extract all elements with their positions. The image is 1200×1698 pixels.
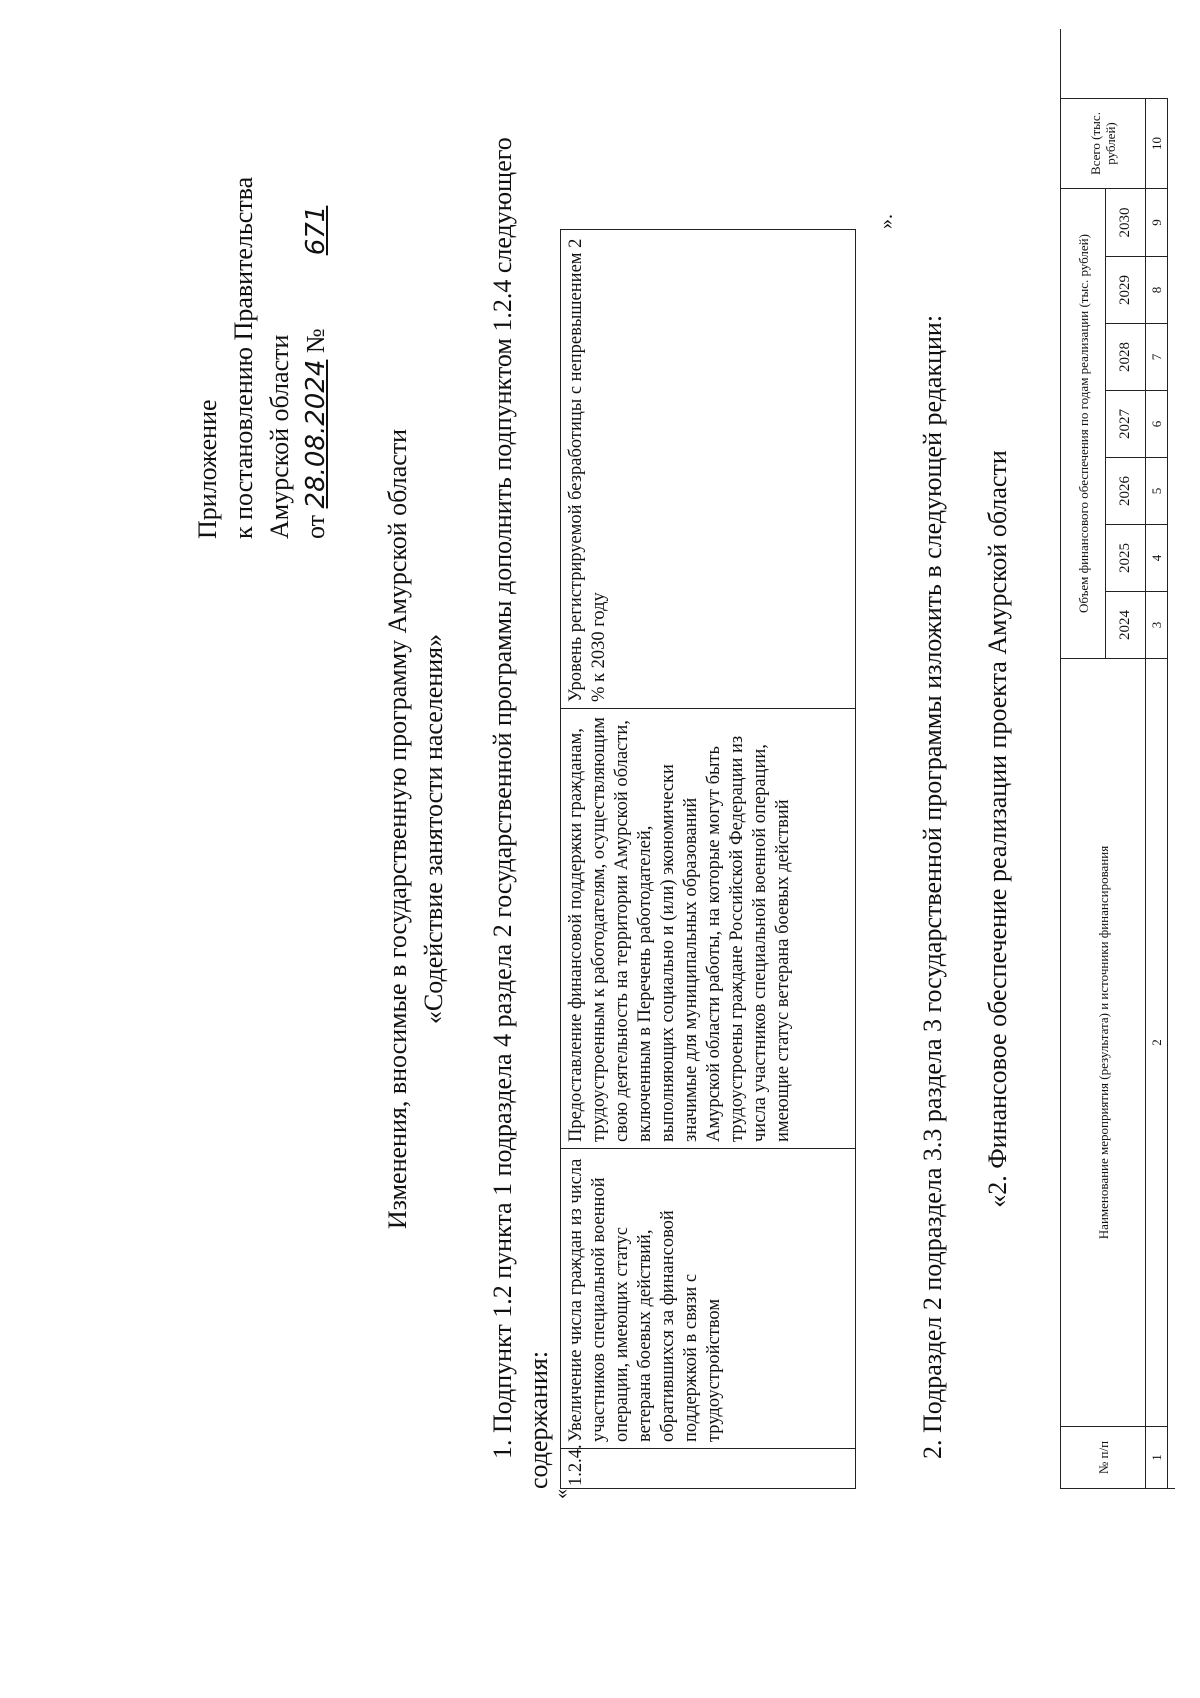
header-num: № п/п xyxy=(1061,1426,1146,1488)
region-name: Амурской области xyxy=(265,334,294,539)
quote-open: « xyxy=(550,1489,572,1499)
task-cell: Увеличение числа граждан из числа участников специальной военной операции, имеющих статус ветерана боевых действий, обратившихся за финансовой поддержкой в связи с трудоустройством xyxy=(561,1148,855,1448)
header-year: 2029 xyxy=(1106,256,1146,323)
index-cell: 2 xyxy=(1146,658,1168,1426)
row-number: 1.2.4. xyxy=(561,1448,855,1488)
financing-table xyxy=(1060,29,1175,1489)
approval-block xyxy=(190,79,334,539)
header-year: 2025 xyxy=(1106,524,1146,591)
header-year: 2026 xyxy=(1106,457,1146,524)
date-number-line xyxy=(298,79,334,539)
title-line-1: Изменения, вносимые в государственную программу Амурской области xyxy=(383,428,412,1230)
resolution-number: 671 xyxy=(301,205,331,256)
header-year: 2027 xyxy=(1106,390,1146,457)
indicator-cell: Уровень регистрируемой безработицы с непревышением 2 % к 2030 году xyxy=(566,238,609,702)
measure-cell: Предоставление финансовой поддержки гражданам, трудоустроенным к работодателям, осуществляющим свою деятельность на территории Амурской области, включенным в Перечень работодателей, выполняющих социально и (или) экономически значимые для муниципальных образований Амурской области работы, на которые могут быть трудоустроены граждане Российской Федерации из числа участников специальной военной операции, имеющие статус ветерана боевых действий xyxy=(561,708,855,1148)
index-cell: 7 xyxy=(1146,323,1168,390)
date-prefix: от xyxy=(301,514,330,539)
title-line-2: «Содействие занятости населения» xyxy=(419,633,448,1025)
header-volume: Объем финансового обеспечения по годам реализации (тыс. рублей) xyxy=(1061,188,1106,658)
rotated-content xyxy=(40,49,1164,1689)
header-year: 2024 xyxy=(1106,591,1146,658)
number-label: № xyxy=(301,328,330,354)
index-cell: 6 xyxy=(1146,390,1168,457)
index-cell: 5 xyxy=(1146,457,1168,524)
index-cell: 3 xyxy=(1146,591,1168,658)
resolution-reference: к постановлению Правительства xyxy=(229,176,258,539)
appendix-label: Приложение xyxy=(193,399,222,539)
index-cell: 4 xyxy=(1146,524,1168,591)
document-title xyxy=(380,269,452,1389)
section-title: «2. Финансовое обеспечение реализации проекта Амурской области xyxy=(983,450,1012,1208)
resolution-date: 28.08.2024 xyxy=(301,359,331,509)
quote-close: ». xyxy=(875,214,897,229)
header-year: 2028 xyxy=(1106,323,1146,390)
index-cell: 8 xyxy=(1146,256,1168,323)
index-cell: 9 xyxy=(1146,188,1168,256)
header-year: 2030 xyxy=(1106,188,1146,256)
header-total: Всего (тыс. рублей) xyxy=(1061,98,1146,188)
index-cell: 10 xyxy=(1146,98,1168,188)
header-name: Наименование мероприятия (результата) и источники финансирования xyxy=(1061,658,1146,1426)
index-cell: 1 xyxy=(1146,1426,1168,1488)
table-subpoint-1-2-4 xyxy=(560,229,856,1489)
paragraph-1: 1. Подпункт 1.2 пункта 1 подраздела 4 раздела 2 государственной программы дополнить подпунктом 1.2.4 следующего содержания: xyxy=(488,137,553,1489)
paragraph-2: 2. Подраздел 2 подраздела 3.3 раздела 3 государственной программы изложить в следующей редакции: xyxy=(918,314,947,1459)
